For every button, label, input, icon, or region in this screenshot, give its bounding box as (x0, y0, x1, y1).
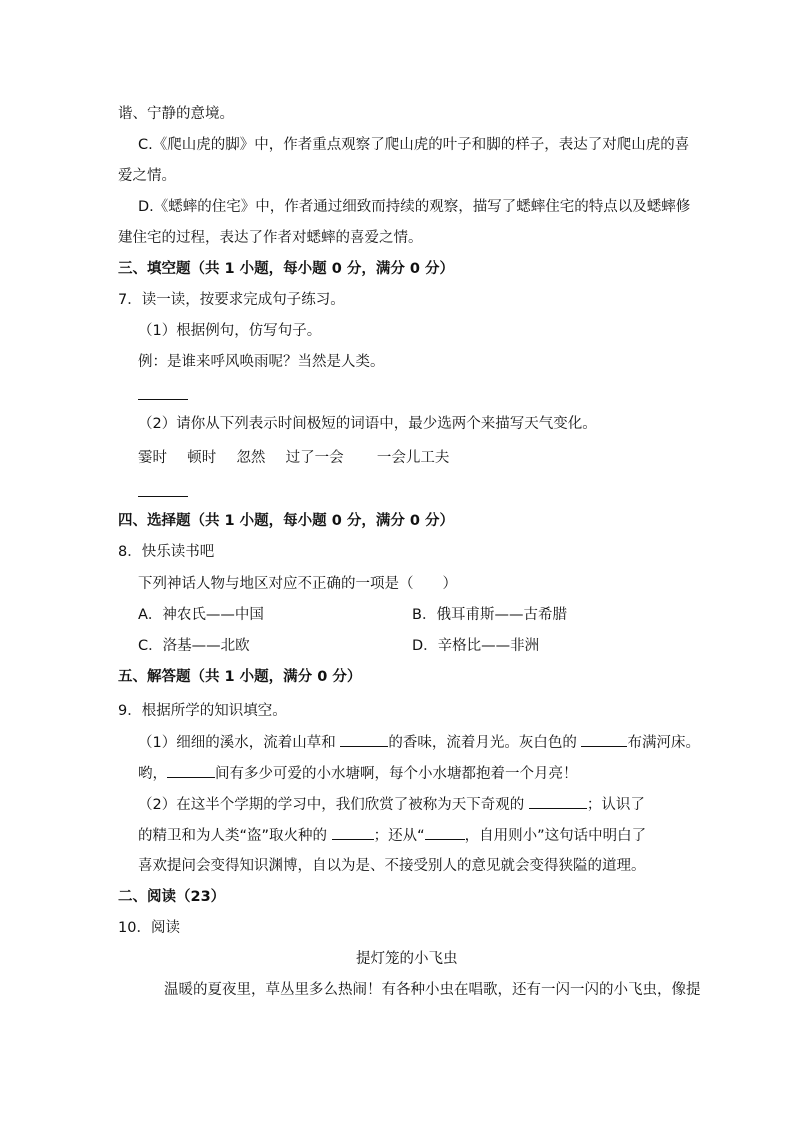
answer-blank[interactable] (138, 496, 188, 497)
text-line: 建住宅的过程，表达了作者对蟋蟀的喜爱之情。 (118, 230, 423, 246)
question-8-stem: 下列神话人物与地区对应不正确的一项是（ ） (138, 576, 457, 592)
answer-blank[interactable] (167, 763, 215, 778)
option-d[interactable]: D．辛格比——非洲 (412, 638, 540, 654)
word-item: 一会儿工夫 (376, 450, 450, 466)
question-9-title: 9．根据所学的知识填空。 (118, 703, 287, 719)
answer-blank[interactable] (425, 825, 465, 840)
section-header-answer: 五、解答题（共 1 小题，满分 0 分） (118, 669, 362, 685)
word-item: 霎时 (138, 450, 167, 466)
word-item: 过了一会 (285, 450, 344, 466)
answer-blank[interactable] (581, 732, 627, 747)
word-item: 忽然 (236, 450, 266, 466)
section-header-fill: 三、填空题（共 1 小题，每小题 0 分，满分 0 分） (118, 261, 455, 277)
option-a[interactable]: A．神农氏——中国 (138, 607, 264, 623)
text-line: 爱之情。 (118, 168, 176, 184)
option-c-text: C.《爬山虎的脚》中，作者重点观察了爬山虎的叶子和脚的样子，表达了对爬山虎的喜 (138, 137, 690, 153)
option-b[interactable]: B．俄耳甫斯——古希腊 (412, 607, 567, 623)
question-8-title: 8．快乐读书吧 (118, 544, 215, 560)
word-list (138, 448, 449, 468)
option-d-text: D.《蟋蟀的住宅》中，作者通过细致而持续的观察，描写了蟋蟀住宅的特点以及蟋蟀修 (138, 199, 691, 215)
question-9-part-2-line-3: 喜欢提问会变得知识渊博，自以为是、不接受别人的意见就会变得狭隘的道理。 (138, 858, 646, 874)
question-9-part-1-line-2: 哟， 间有多少可爱的小水塘啊，每个小水塘都抱着一个月亮！ (138, 763, 578, 784)
answer-blank[interactable] (138, 399, 188, 400)
option-c[interactable]: C．洛基——北欧 (138, 638, 250, 654)
text-line: 谐、宁静的意境。 (118, 106, 234, 122)
question-7-example: 例：是谁来呼风唤雨呢？当然是人类。 (138, 354, 385, 370)
question-7-title: 7．读一读，按要求完成句子练习。 (118, 292, 345, 308)
question-9-part-2-line-1: （2）在这半个学期的学习中，我们欣赏了被称为天下奇观的 ；认识了 (138, 794, 645, 815)
question-7-part-2: （2）请你从下列表示时间极短的词语中，最少选两个来描写天气变化。 (138, 416, 597, 432)
answer-blank[interactable] (332, 825, 374, 840)
question-7-part-1: （1）根据例句，仿写句子。 (138, 323, 322, 339)
story-title: 提灯笼的小飞虫 (356, 951, 458, 967)
word-item: 顿时 (187, 450, 217, 466)
answer-blank[interactable] (529, 794, 587, 809)
answer-blank[interactable] (340, 732, 388, 747)
question-9-part-1-line-1: （1）细细的溪水，流着山草和 的香味，流着月光。灰白色的 布满河床。 (138, 732, 700, 753)
story-paragraph: 温暖的夏夜里，草丛里多么热闹！有各种小虫在唱歌，还有一闪一闪的小飞虫，像提 (164, 982, 701, 998)
section-header-choice: 四、选择题（共 1 小题，每小题 0 分，满分 0 分） (118, 513, 455, 529)
section-header-reading: 二、阅读（23） (118, 889, 226, 905)
question-9-part-2-line-2: 的精卫和为人类“盗”取火种的 ；还从“ ，自用则小”这句话中明白了 (138, 825, 646, 846)
question-10-title: 10．阅读 (118, 920, 180, 936)
